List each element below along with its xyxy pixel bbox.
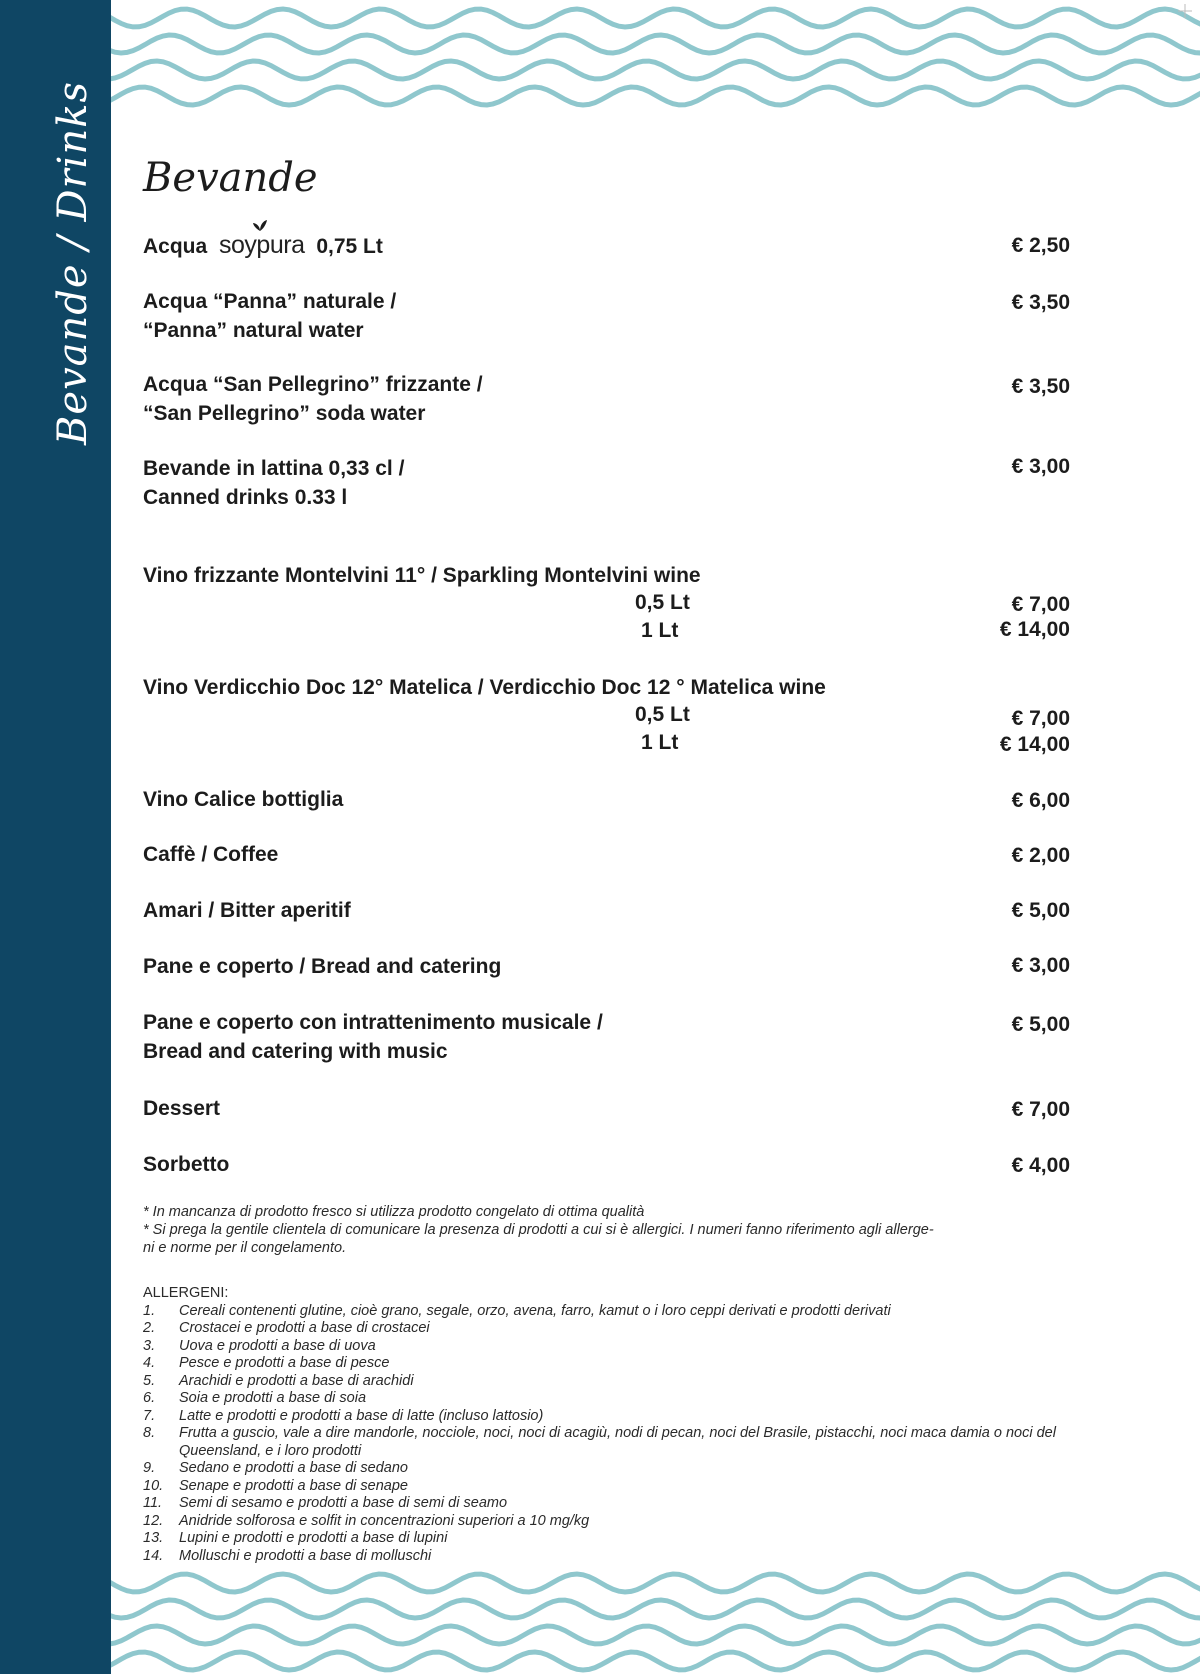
menu-item-pane-coperto: Pane e coperto / Bread and catering: [143, 955, 502, 978]
item-label-translation: Bread and catering with music: [143, 1040, 448, 1063]
sidebar-title: Bevande / Drinks: [50, 81, 96, 445]
menu-item-acqua-soypura: [143, 231, 383, 261]
leaf-icon: [253, 219, 267, 231]
item-price: € 6,00: [1011, 789, 1070, 812]
item-label: Bevande in lattina 0,33 cl /: [143, 457, 405, 480]
allergen-item: [143, 1320, 1103, 1338]
menu-item-sorbetto: Sorbetto: [143, 1153, 230, 1176]
allergen-item: [143, 1303, 1103, 1321]
item-size: 0,5 Lt: [635, 591, 690, 614]
allergen-number: 13.: [143, 1530, 164, 1546]
allergen-number: 9.: [143, 1460, 156, 1476]
allergen-number: 1.: [143, 1302, 156, 1319]
item-label-translation: “Panna” natural water: [143, 319, 364, 342]
item-label: Acqua “Panna” naturale /: [143, 290, 397, 313]
allergen-text: Frutta a guscio, vale a dire mandorle, nocciole, noci, noci di acagiù, nodi di pecan, noci del Brasile, pistacchi, noci maca damia o noci del Queensland, e i loro prodotti: [179, 1425, 1056, 1459]
allergen-text: Crostacei e prodotti a base di crostacei: [179, 1320, 430, 1336]
item-price: € 14,00: [999, 733, 1070, 756]
item-price: € 7,00: [1011, 593, 1070, 616]
allergen-number: 8.: [143, 1425, 156, 1441]
allergen-number: 14.: [143, 1547, 164, 1564]
allergen-item: [143, 1373, 1103, 1391]
wave-line: [111, 1626, 1200, 1644]
menu-item-vino-calice: Vino Calice bottiglia: [143, 788, 344, 811]
menu-item-caffe: Caffè / Coffee: [143, 843, 279, 866]
footnotes: [143, 1203, 1103, 1257]
menu-item-acqua-panna: [143, 287, 396, 345]
wave-line: [111, 1652, 1200, 1670]
item-price: € 5,00: [1011, 1013, 1070, 1036]
allergen-number: 4.: [143, 1355, 156, 1371]
item-price: € 4,00: [1011, 1154, 1070, 1177]
menu-item-dessert: Dessert: [143, 1097, 221, 1120]
allergen-item: [143, 1355, 1103, 1373]
allergen-text: Anidride solforosa e solfit in concentrazioni superiori a 10 mg/kg: [179, 1512, 590, 1529]
menu-item-pane-coperto-musica: [143, 1008, 603, 1066]
item-price: € 2,00: [1011, 844, 1070, 867]
allergen-text: Pesce e prodotti a base di pesce: [179, 1355, 390, 1371]
item-price: € 3,00: [1011, 954, 1070, 977]
item-volume: 0,75 Lt: [316, 235, 383, 258]
brand-logo: [219, 231, 304, 260]
item-label: Acqua “San Pellegrino” frizzante /: [143, 373, 483, 396]
wave-line: [111, 1574, 1200, 1592]
item-price: € 5,00: [1011, 899, 1070, 922]
wave-line: [111, 9, 1200, 27]
item-price: € 2,50: [1011, 234, 1070, 257]
item-size: 0,5 Lt: [635, 703, 690, 726]
allergen-text: Latte e prodotti e prodotti a base di latte (incluso lattosio): [179, 1407, 544, 1424]
menu-item-vino-frizzante: Vino frizzante Montelvini 11° / Sparkling Montelvini wine: [143, 564, 701, 587]
allergen-number: 6.: [143, 1390, 156, 1406]
allergen-text: Soia e prodotti a base di soia: [179, 1390, 367, 1406]
allergen-item: [143, 1548, 1103, 1566]
menu-item-bevande-lattina: [143, 454, 404, 512]
wave-line: [111, 35, 1200, 53]
item-label-translation: Canned drinks 0.33 l: [143, 486, 348, 509]
allergen-item: [143, 1478, 1103, 1496]
sidebar: [0, 0, 111, 1674]
allergen-item: [143, 1495, 1103, 1513]
footnote: * Si prega la gentile clientela di comunicare la presenza di prodotti a cui si è allergici. I numeri fanno riferimento agli allerge-: [143, 1222, 934, 1238]
allergen-text: Cereali contenenti glutine, cioè grano, segale, orzo, avena, farro, kamut o i loro ceppi derivati e prodotti derivati: [179, 1302, 891, 1319]
item-price: € 3,50: [1011, 375, 1070, 398]
allergen-number: 5.: [143, 1372, 156, 1389]
item-size: 1 Lt: [641, 731, 679, 754]
wave-line: [111, 87, 1200, 105]
brand-name: soypura: [219, 231, 305, 259]
allergen-item: [143, 1513, 1103, 1531]
wave-line: [111, 1600, 1200, 1618]
allergen-number: 3.: [143, 1337, 156, 1354]
allergen-item: [143, 1408, 1103, 1426]
allergen-text: Molluschi e prodotti a base di molluschi: [179, 1547, 432, 1564]
allergen-number: 10.: [143, 1477, 164, 1494]
allergen-item: [143, 1390, 1103, 1408]
bottom-wave-pattern: [111, 1565, 1200, 1680]
item-size: 1 Lt: [641, 619, 679, 642]
allergen-text: Uova e prodotti a base di uova: [179, 1337, 376, 1354]
allergen-item: [143, 1425, 1103, 1460]
menu-item-amari: Amari / Bitter aperitif: [143, 899, 351, 922]
footnote: ni e norme per il congelamento.: [143, 1240, 347, 1256]
item-label: Pane e coperto con intrattenimento musicale /: [143, 1011, 603, 1034]
top-wave-pattern: [111, 0, 1200, 115]
allergen-item: [143, 1338, 1103, 1356]
item-label: Acqua: [143, 235, 208, 258]
allergen-number: 2.: [143, 1320, 156, 1336]
crop-mark-icon: [1178, 4, 1192, 18]
footnote: * In mancanza di prodotto fresco si utilizza prodotto congelato di ottima qualità: [143, 1204, 645, 1220]
item-price: € 7,00: [1011, 707, 1070, 730]
allergen-number: 11.: [143, 1495, 163, 1511]
menu-item-vino-verdicchio: Vino Verdicchio Doc 12° Matelica / Verdicchio Doc 12 ° Matelica wine: [143, 676, 826, 699]
allergen-number: 7.: [143, 1407, 156, 1424]
item-price: € 7,00: [1011, 1098, 1070, 1121]
menu-item-acqua-san-pellegrino: [143, 370, 483, 428]
allergen-text: Arachidi e prodotti a base di arachidi: [179, 1372, 414, 1389]
allergen-text: Sedano e prodotti a base di sedano: [179, 1460, 408, 1476]
allergen-text: Senape e prodotti a base di senape: [179, 1477, 408, 1494]
allergens-list: [143, 1285, 1103, 1565]
item-price: € 3,50: [1011, 291, 1070, 314]
allergens-title: ALLERGENI:: [143, 1285, 229, 1301]
allergen-item: [143, 1530, 1103, 1548]
allergen-text: Semi di sesamo e prodotti a base di semi di seamo: [179, 1495, 508, 1511]
allergen-number: 12.: [143, 1512, 164, 1529]
section-title: Bevande: [143, 155, 318, 201]
wave-line: [111, 61, 1200, 79]
item-price: € 14,00: [999, 618, 1070, 641]
allergen-item: [143, 1460, 1103, 1478]
item-price: € 3,00: [1011, 455, 1070, 478]
item-label-translation: “San Pellegrino” soda water: [143, 402, 426, 425]
allergen-text: Lupini e prodotti e prodotti a base di lupini: [179, 1530, 448, 1546]
